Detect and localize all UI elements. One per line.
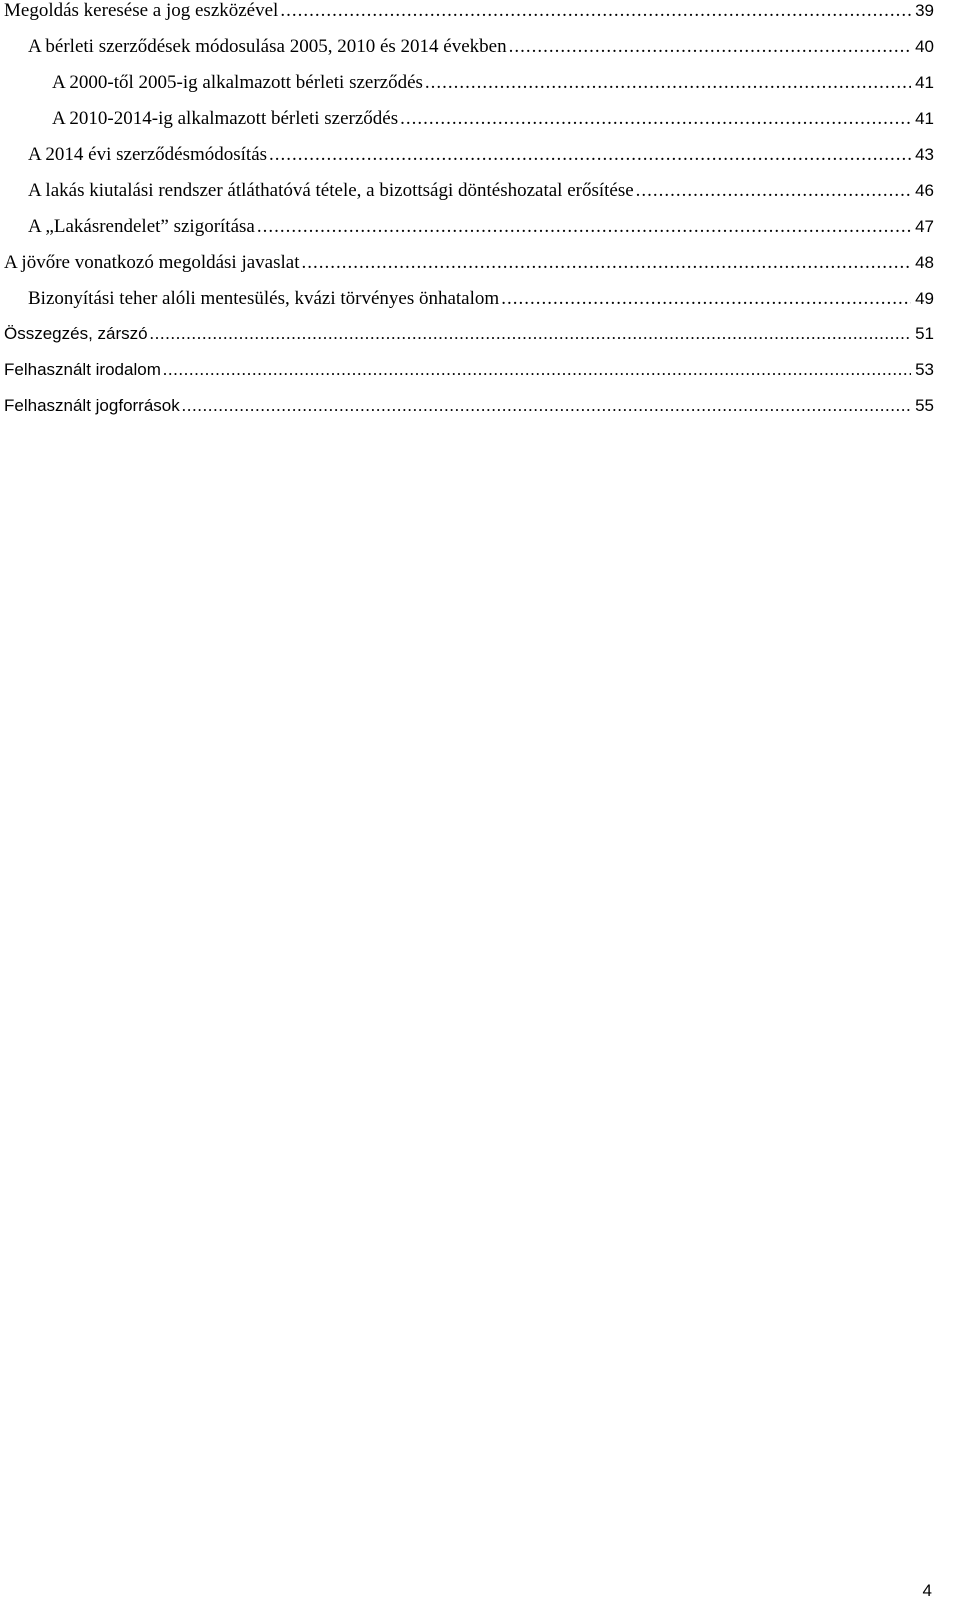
toc-entry-title: A bérleti szerződések módosulása 2005, 2010 és 2014 években <box>28 36 507 57</box>
toc-entry-title: A 2000-től 2005-ig alkalmazott bérleti szerződés <box>52 72 423 93</box>
toc-entry-page: 51 <box>915 324 934 343</box>
toc-entry[interactable] <box>4 180 934 216</box>
toc-dot-leader <box>636 180 911 202</box>
toc-entry-title: A lakás kiutalási rendszer átláthatóvá tétele, a bizottsági döntéshozatal erősítése <box>28 180 634 201</box>
toc-entry[interactable] <box>4 396 934 432</box>
toc-dot-leader <box>269 144 911 166</box>
toc-dot-leader <box>425 72 911 94</box>
toc-entry[interactable] <box>4 108 934 144</box>
toc-entry-title: Bizonyítási teher alóli mentesülés, kvázi törvényes önhatalom <box>28 288 500 309</box>
toc-entry-title: Megoldás keresése a jog eszközével <box>4 0 279 21</box>
toc-dot-leader <box>400 108 911 130</box>
toc-entry-title: A 2014 évi szerződésmódosítás <box>28 144 268 165</box>
toc-entry[interactable] <box>4 324 934 360</box>
toc-entry[interactable] <box>4 216 934 252</box>
toc-dot-leader <box>150 324 911 344</box>
toc-entry-page: 53 <box>915 360 934 379</box>
toc-entry[interactable] <box>4 72 934 108</box>
page-number: 4 <box>922 1581 932 1600</box>
toc-entry-title: Összegzés, zárszó <box>4 324 148 343</box>
toc-entry-page: 39 <box>915 1 934 20</box>
toc-entry[interactable] <box>4 0 934 36</box>
toc-entry-page: 43 <box>915 145 934 164</box>
toc-entry-page: 41 <box>915 109 934 128</box>
toc-entry-title: Felhasznált irodalom <box>4 360 161 379</box>
toc-entry-page: 48 <box>915 253 934 272</box>
toc-dot-leader <box>182 396 911 416</box>
toc-entry-page: 55 <box>915 396 934 415</box>
toc-entry-title: A 2010-2014-ig alkalmazott bérleti szerződés <box>52 108 399 129</box>
toc-entry-title: Felhasznált jogforrások <box>4 396 180 415</box>
toc-entry[interactable] <box>4 288 934 324</box>
toc-entry-title: A „Lakásrendelet” szigorítása <box>28 216 255 237</box>
toc-entry[interactable] <box>4 144 934 180</box>
toc-entry-page: 46 <box>915 181 934 200</box>
toc-dot-leader <box>163 360 911 380</box>
toc-dot-leader <box>280 0 911 22</box>
toc-entry-page: 40 <box>915 37 934 56</box>
toc-dot-leader <box>501 288 911 310</box>
table-of-contents <box>4 0 934 432</box>
toc-dot-leader <box>257 216 911 238</box>
toc-dot-leader <box>301 252 911 274</box>
toc-entry[interactable] <box>4 360 934 396</box>
toc-entry-page: 47 <box>915 217 934 236</box>
toc-entry-page: 41 <box>915 73 934 92</box>
toc-entry[interactable] <box>4 252 934 288</box>
toc-entry[interactable] <box>4 36 934 72</box>
toc-entry-page: 49 <box>915 289 934 308</box>
toc-dot-leader <box>509 36 912 58</box>
toc-entry-title: A jövőre vonatkozó megoldási javaslat <box>4 252 300 273</box>
